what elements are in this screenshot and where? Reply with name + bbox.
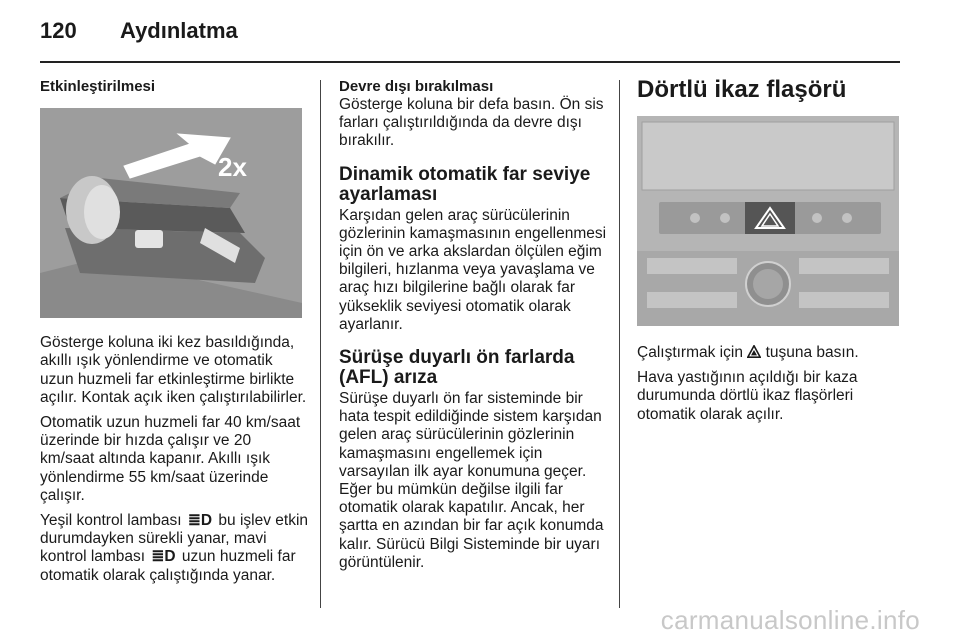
paragraph: Sürüşe duyarlı ön far sisteminde bir hata tespit edildiğinde sistem karşıdan gelen araç sürücülerinin gözlerinin kamaşmasını engellemek için varsayılan ilk ayar konumuna geçer. Eğer bu mümkün değilse ilgili far otomatik olarak kapatılır. Ancak, her şartta en azından bir far açık konumda kalır. Sürücü Bilgi Sisteminde bir uyarı görüntülenir. [339, 390, 604, 571]
paragraph [40, 512, 308, 585]
column-right [637, 78, 902, 431]
section-heading: Sürüşe duyarlı ön farlarda (AFL) arıza [339, 347, 575, 389]
text-run: bu işlev etkin durumdayken sürekli yanar, mavi kontrol lambası [40, 512, 309, 566]
column-middle [339, 78, 607, 579]
hazard-button-figure [637, 116, 899, 326]
section-heading: Dörtlü ikaz flaşörü [637, 76, 847, 103]
turn-signal-lever-figure [40, 108, 302, 318]
lever-illustration [40, 108, 302, 318]
paragraph: Gösterge koluna iki kez basıldığında, akıllı ışık yönlendirme ve otomatik uzun huzmeli far etkinleştirme birlikte açılır. Kontak açık iken çalıştırılabilirler. [40, 334, 307, 406]
text-run: tuşuna basın. [765, 344, 859, 361]
figure-label: 2x [218, 152, 247, 183]
paragraph: Hava yastığının açıldığı bir kaza durumunda dörtlü ikaz flaşörleri otomatik olarak açılır. [637, 369, 858, 423]
chapter-title: Aydınlatma [120, 18, 238, 43]
column-divider-right [619, 80, 620, 608]
text-run: Çalıştırmak için [637, 344, 743, 361]
high-beam-icon: ≣D [151, 548, 176, 566]
paragraph: Gösterge koluna bir defa basın. Ön sis farları çalıştırıldığında da devre dışı bırakılır. [339, 96, 604, 150]
section-heading: Dinamik otomatik far seviye ayarlaması [339, 163, 591, 205]
section-subheading: Etkinleştirilmesi [40, 78, 156, 95]
paragraph [637, 344, 902, 362]
text-run: Yeşil kontrol lambası [40, 512, 182, 530]
text-run: uzun huzmeli far otomatik olarak çalıştığında yanar. [40, 548, 296, 584]
column-divider-left [320, 80, 321, 608]
watermark: carmanualsonline.info [660, 605, 920, 635]
paragraph: Karşıdan gelen araç sürücülerinin gözlerinin kamaşmasının engellenmesi için ön ve arka akslardan ölçülen eğim bilgileri, hızlanma veya yavaşlama ve araç hızı bilgilerine bağlı olarak far yükseklik seviyesi otomatik olarak ayarlanır. [339, 206, 607, 333]
warning-triangle-icon [747, 344, 765, 361]
high-beam-assist-icon: ≣D [187, 512, 213, 530]
page-number: 120 [40, 18, 77, 43]
paragraph: Otomatik uzun huzmeli far 40 km/saat üzerinde bir hızda çalışır ve 20 km/saat altında kapanır. Akıllı ışık yönlendirme 55 km/saat üzerinde çalışır. [40, 414, 301, 504]
section-subheading: Devre dışı bırakılması [339, 78, 494, 95]
header-divider [40, 61, 900, 63]
column-left [40, 78, 308, 592]
console-illustration [637, 116, 899, 326]
